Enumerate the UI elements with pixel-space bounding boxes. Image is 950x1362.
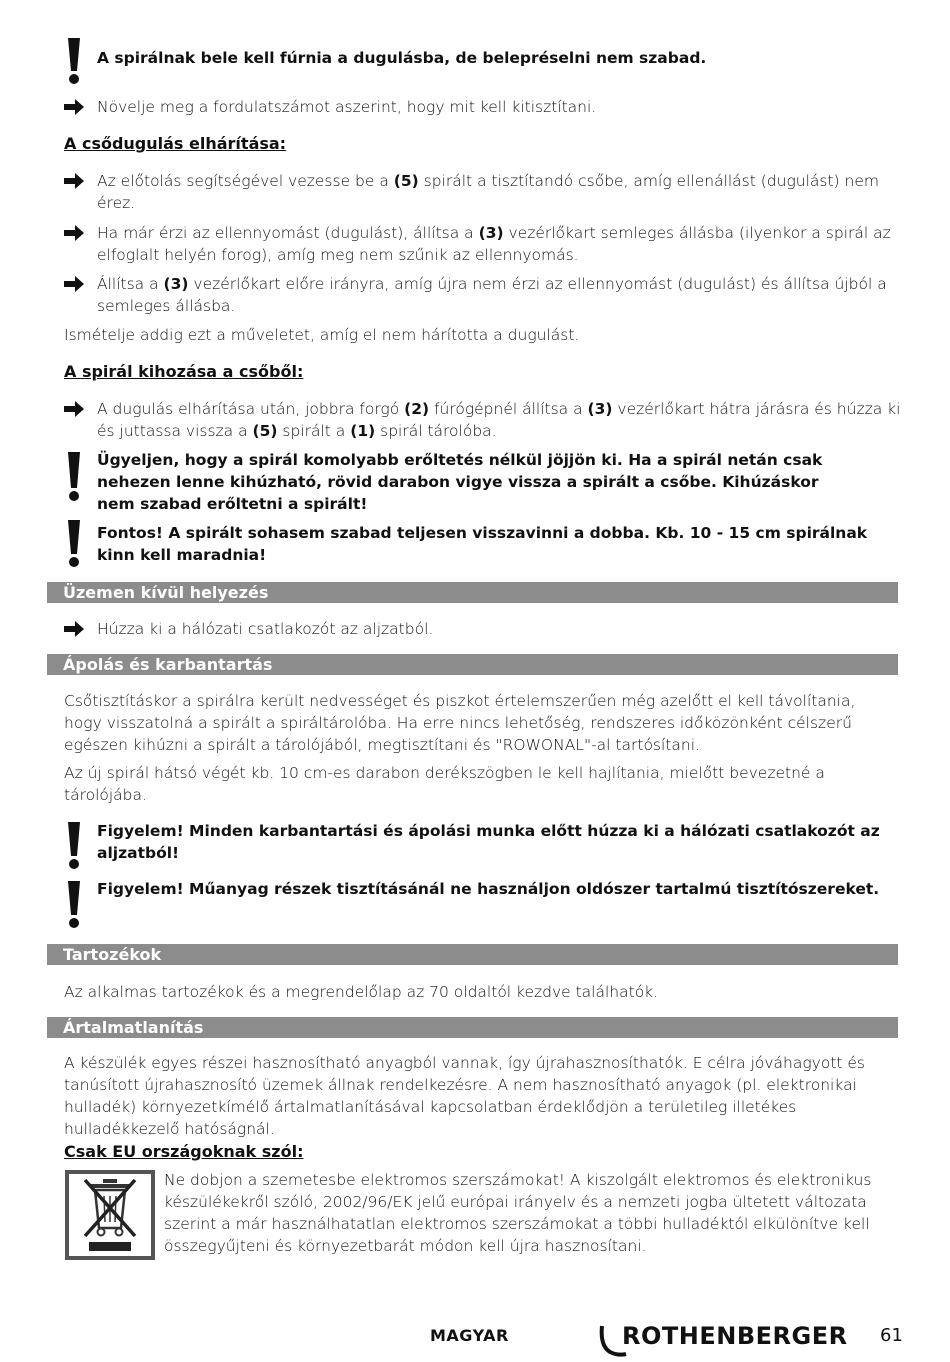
warning-text: Figyelem! Műanyag részek tisztításánál ne használjon oldószer tartalmú tisztítószereket. <box>97 880 880 898</box>
arrow-right-icon <box>64 99 84 115</box>
exclamation-icon <box>66 881 82 929</box>
crossed-bin-icon <box>65 1170 155 1260</box>
section-bar: Ártalmatlanítás <box>47 1017 898 1038</box>
arrow-right-icon <box>64 621 84 637</box>
warning-text: Figyelem! Minden karbantartási és ápolási munka előtt húzza ki a hálózati csatlakozót az aljzatból! <box>97 822 880 862</box>
step-text: Ha már érzi az ellennyomást (dugulást), állítsa a (3) vezérlőkart semleges állásba (ilyenkor a spirál az elfoglalt helyén forog), amíg meg nem szűnik az ellennyomás. <box>97 224 891 264</box>
body-text: A készülék egyes részei hasznosítható anyagból vannak, így újrahasznosíthatók. E célra jóváhagyott és tanúsított újrahasznosító üzemek állnak rendelkezésre. A nem hasznosítható anyagok (pl. elektronikai hulladék) környezetkímélő ártalmatlanításával kapcsolatban érdeklődjön a területileg illetékes hulladékkezelő hatóságnál. <box>64 1054 866 1138</box>
section-heading: A spirál kihozása a csőből: <box>64 362 304 381</box>
arrow-right-icon <box>64 173 84 189</box>
step-text: A dugulás elhárítása után, jobbra forgó (2) fúrógépnél állítsa a (3) vezérlőkart hátra járásra és húzza ki és juttassa vissza a (5) spirált a (1) spirál tárolóba. <box>97 400 901 440</box>
step-text: Állítsa a (3) vezérlőkart előre irányra, amíg újra nem érzi az ellennyomást (dugulást) és állítsa újból a semleges állásba. <box>97 275 887 315</box>
brand-logo: ROTHENBERGER <box>622 1322 848 1350</box>
page-number: 61 <box>880 1325 903 1346</box>
body-text: Ismételje addig ezt a műveletet, amíg el nem hárította a dugulást. <box>64 326 580 344</box>
step-text: Húzza ki a hálózati csatlakozót az aljzatból. <box>97 620 434 638</box>
exclamation-icon <box>66 520 82 568</box>
section-heading: Csak EU országoknak szól: <box>64 1142 304 1161</box>
section-heading: A csődugulás elhárítása: <box>64 134 287 153</box>
body-text: Csőtisztításkor a spirálra került nedvességet és piszkot értelemszerűen még azelőtt el kell távolítania, hogy visszatolná a spirált a spiráltárolóba. Ha erre nincs lehetőség, rendszeres időközönként célszerű egészen kihúzni a spirált a tárolójából, megtisztítani és "ROWONAL"-al tartósítani. <box>64 692 856 754</box>
section-bar: Üzemen kívül helyezés <box>47 582 898 603</box>
body-text: Az alkalmas tartozékok és a megrendelőlap az 70 oldaltól kezdve találhatók. <box>64 983 659 1001</box>
exclamation-icon <box>66 38 82 85</box>
body-text: Az új spirál hátsó végét kb. 10 cm-es darabon derékszögben le kell hajlítania, mielőtt bevezetné a tárolójába. <box>64 764 825 804</box>
warning-text: A spirálnak bele kell fúrnia a dugulásba, de belepréselni nem szabad. <box>97 49 707 67</box>
warning-text: Fontos! A spirált sohasem szabad teljesen visszavinni a dobba. Kb. 10 - 15 cm spirálnak kinn kell maradnia! <box>97 524 868 564</box>
exclamation-icon <box>66 452 82 502</box>
arrow-right-icon <box>64 401 84 417</box>
footer-language: MAGYAR <box>430 1326 509 1345</box>
arrow-right-icon <box>64 276 84 292</box>
section-bar: Tartozékok <box>47 944 898 965</box>
section-bar: Ápolás és karbantartás <box>47 654 898 675</box>
eu-notice-text: Ne dobjon a szemetesbe elektromos szerszámokat! A kiszolgált elektromos és elektronikus készülékekről szóló, 2002/96/EK jelű európai irányelv és a nemzeti jogba ültetett változata szerint a már használhatatlan elektromos szerszámokat a többi hulladéktól elkülönítve kell összegyűjteni és környezetbarát módon kell újra hasznosítani. <box>164 1171 872 1255</box>
exclamation-icon <box>66 822 82 870</box>
step-text: Az előtolás segítségével vezesse be a (5) spirált a tisztítandó csőbe, amíg ellenállást (dugulást) nem érez. <box>97 172 879 212</box>
arrow-right-icon <box>64 225 84 241</box>
step-text: Növelje meg a fordulatszámot aszerint, hogy mit kell kitisztítani. <box>97 98 597 116</box>
warning-text: Ügyeljen, hogy a spirál komolyabb erőltetés nélkül jöjjön ki. Ha a spirál netán csak nehezen lenne kihúzható, rövid darabon vigye vissza a spirált a csőbe. Kihúzáskor nem szabad erőltetni a spirált! <box>97 451 823 513</box>
